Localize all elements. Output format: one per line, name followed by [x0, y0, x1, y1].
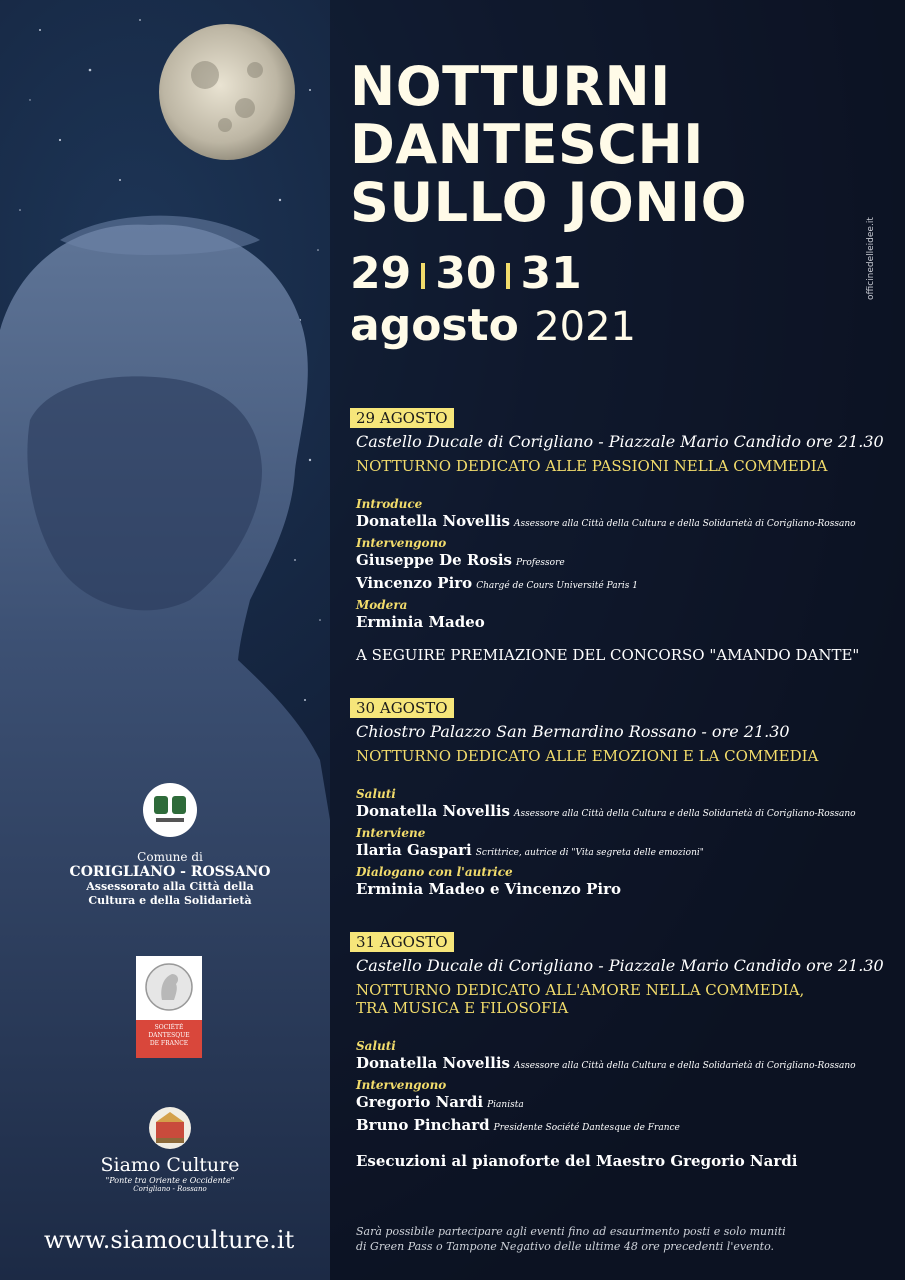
- speaker: [356, 511, 890, 534]
- speaker: [356, 879, 890, 899]
- siamo-culture-name: Siamo Culture: [100, 1154, 240, 1176]
- speaker-desc: Assessore alla Città della Cultura e della Solidarietà di Corigliano-Rossano: [513, 1061, 856, 1071]
- comune-block: [60, 782, 280, 908]
- speaker: [356, 1092, 890, 1115]
- event-extra: A SEGUIRE PREMIAZIONE DEL CONCORSO "AMANDO DANTE": [356, 646, 860, 664]
- assessorato-line-2: Cultura e della Solidarietà: [88, 894, 252, 907]
- speaker-name: Donatella Novellis: [356, 512, 510, 530]
- siamo-culture-tagline: "Ponte tra Oriente e Occidente": [105, 1176, 235, 1185]
- designer-credit: officinedelleidee.it: [866, 217, 876, 300]
- event-extra: Esecuzioni al pianoforte del Maestro Gregorio Nardi: [356, 1152, 798, 1170]
- role-label: Modera: [356, 598, 408, 612]
- title-line-3: SULLO JONIO: [350, 171, 748, 234]
- siamo-culture-place: Corigliano - Rossano: [133, 1185, 207, 1193]
- speaker-name: Erminia Madeo e Vincenzo Piro: [356, 880, 621, 898]
- footer-note: [356, 1224, 786, 1254]
- societe-line-1: SOCIÉTÉ: [154, 1024, 184, 1031]
- dante-medal-icon: [144, 962, 194, 1012]
- footer-note-line-2: di Green Pass o Tampone Negativo delle ultime 48 ore precedenti l'evento.: [356, 1240, 775, 1253]
- date-tag: 30 AGOSTO: [350, 698, 454, 718]
- speaker-name: Donatella Novellis: [356, 1054, 510, 1072]
- assessorato-line-1: Assessorato alla Città della: [86, 880, 254, 893]
- speaker-name: Ilaria Gaspari: [356, 841, 472, 859]
- role-label: Saluti: [356, 787, 396, 801]
- event-venue: Castello Ducale di Corigliano - Piazzale Mario Candido ore 21.30: [356, 432, 884, 451]
- speaker-desc: Presidente Société Dantesque de France: [493, 1123, 680, 1133]
- page-title: [350, 55, 748, 234]
- speaker: [356, 840, 890, 863]
- event-venue: Castello Ducale di Corigliano - Piazzale Mario Candido ore 21.30: [356, 956, 884, 975]
- footer-note-line-1: Sarà possibile partecipare agli eventi fino ad esaurimento posti e solo muniti: [356, 1225, 786, 1238]
- speaker-name: Erminia Madeo: [356, 613, 485, 631]
- event-theme: NOTTURNO DEDICATO ALLE EMOZIONI E LA COMMEDIA: [356, 747, 819, 765]
- comune-prefix: Comune di: [137, 850, 203, 864]
- theme-line-1: NOTTURNO DEDICATO ALL'AMORE NELLA COMMEDIA,: [356, 981, 805, 999]
- title-line-1: NOTTURNI: [350, 55, 671, 118]
- speaker-name: Gregorio Nardi: [356, 1093, 484, 1111]
- website-link[interactable]: www.siamoculture.it: [44, 1226, 295, 1254]
- speaker: [356, 612, 890, 632]
- speaker: [356, 550, 890, 573]
- societe-line-3: DE FRANCE: [149, 1040, 189, 1047]
- year-label: 2021: [534, 304, 636, 350]
- date-separator: [421, 263, 425, 289]
- speaker-name: Giuseppe De Rosis: [356, 551, 512, 569]
- comune-name: CORIGLIANO - ROSSANO: [69, 864, 271, 880]
- role-label: Saluti: [356, 1039, 396, 1053]
- event-dates: [350, 248, 582, 300]
- speaker-name: Bruno Pinchard: [356, 1116, 490, 1134]
- speaker-desc: Assessore alla Città della Cultura e della Solidarietà di Corigliano-Rossano: [513, 519, 856, 529]
- societe-dantesque-logo: [136, 956, 202, 1054]
- role-label: Interviene: [356, 826, 426, 840]
- date-29: 29: [350, 248, 412, 299]
- societe-line-2: DANTESQUE: [148, 1032, 190, 1039]
- date-31: 31: [520, 248, 582, 299]
- speaker: [356, 801, 890, 824]
- role-label: Dialogano con l'autrice: [356, 865, 513, 879]
- speaker: [356, 573, 890, 596]
- theme-line-2: TRA MUSICA E FILOSOFIA: [356, 999, 569, 1017]
- event-30-agosto: [350, 698, 890, 899]
- speaker: [356, 1115, 890, 1138]
- event-theme: NOTTURNO DEDICATO ALLE PASSIONI NELLA COMMEDIA: [356, 457, 828, 475]
- siamo-culture-block: [80, 1106, 260, 1193]
- date-tag: 31 AGOSTO: [350, 932, 454, 952]
- speaker-name: Donatella Novellis: [356, 802, 510, 820]
- role-label: Intervengono: [356, 536, 447, 550]
- date-30: 30: [435, 248, 497, 299]
- speaker-name: Vincenzo Piro: [356, 574, 473, 592]
- event-venue: Chiostro Palazzo San Bernardino Rossano - ore 21.30: [356, 722, 790, 741]
- siamo-culture-logo-icon: [148, 1106, 192, 1150]
- speaker-desc: Assessore alla Città della Cultura e della Solidarietà di Corigliano-Rossano: [513, 809, 856, 819]
- date-tag: 29 AGOSTO: [350, 408, 454, 428]
- event-29-agosto: [350, 408, 890, 664]
- comune-logo-icon: [142, 782, 198, 838]
- speaker-desc: Pianista: [487, 1100, 524, 1110]
- date-separator: [506, 263, 510, 289]
- title-line-2: DANTESCHI: [350, 113, 704, 176]
- speaker-desc: Professore: [515, 558, 565, 568]
- speaker-desc: Scrittrice, autrice di "Vita segreta delle emozioni": [475, 848, 704, 858]
- role-label: Intervengono: [356, 1078, 447, 1092]
- speaker-desc: Chargé de Cours Université Paris 1: [476, 581, 639, 591]
- month-label: agosto: [350, 300, 519, 351]
- speaker: [356, 1053, 890, 1076]
- role-label: Introduce: [356, 497, 423, 511]
- event-theme: [356, 981, 890, 1017]
- event-31-agosto: [350, 932, 890, 1170]
- event-month: [350, 300, 636, 353]
